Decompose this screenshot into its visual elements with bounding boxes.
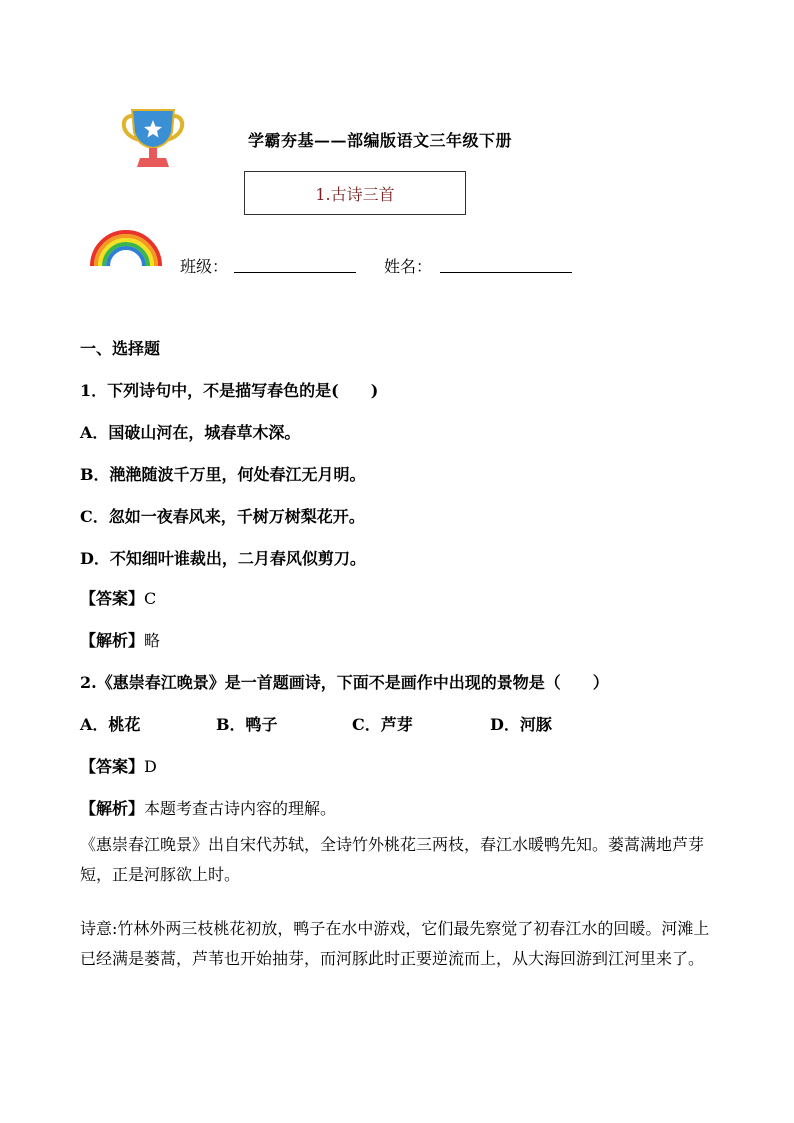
page-header-title: 学霸夯基——部编版语文三年级下册 xyxy=(248,131,513,150)
q2-option-d: D．河豚 xyxy=(490,715,552,734)
q1-option-c: C．忽如一夜春风来，千树万树梨花开。 xyxy=(80,507,365,526)
analysis-label: 【解析】 xyxy=(80,799,145,818)
rainbow-icon xyxy=(88,226,164,268)
trophy-icon xyxy=(118,106,188,170)
answer-value: D xyxy=(144,757,157,776)
lesson-title: 1.古诗三首 xyxy=(315,184,395,204)
q1-analysis xyxy=(80,628,160,651)
analysis-text: 略 xyxy=(144,631,161,650)
answer-label: 【答案】 xyxy=(80,589,145,608)
analysis-label: 【解析】 xyxy=(80,631,145,650)
q2-analysis-paragraph-2: 诗意:竹林外两三枝桃花初放，鸭子在水中游戏，它们最先察觉了初春江水的回暖。河滩上已经满是蒌蒿，芦苇也开始抽芽，而河豚此时正要逆流而上，从大海回游到江河里来了。 xyxy=(80,919,710,968)
q2-option-c: C．芦芽 xyxy=(352,715,413,734)
name-input[interactable] xyxy=(440,254,572,273)
answer-label: 【答案】 xyxy=(80,757,145,776)
q1-answer xyxy=(80,586,156,609)
q2-analysis xyxy=(80,796,336,819)
class-input[interactable] xyxy=(234,254,356,273)
section-title: 一、选择题 xyxy=(80,339,161,358)
lesson-title-box xyxy=(244,171,466,215)
q1-option-b: B．滟滟随波千万里，何处春江无月明。 xyxy=(80,465,366,484)
q1-option-a: A．国破山河在，城春草木深。 xyxy=(80,423,301,442)
analysis-text: 本题考查古诗内容的理解。 xyxy=(144,799,337,818)
name-label: 姓名： xyxy=(384,257,433,276)
answer-value: C xyxy=(144,589,157,608)
q2-option-a: A．桃花 xyxy=(80,715,141,734)
question-1-stem: 1．下列诗句中，不是描写春色的是( ) xyxy=(80,381,379,400)
class-label: 班级： xyxy=(180,257,229,276)
q1-option-d: D．不知细叶谁裁出，二月春风似剪刀。 xyxy=(80,549,366,568)
q2-analysis-paragraph-1: 《惠崇春江晚景》出自宋代苏轼，全诗竹外桃花三两枝，春江水暖鸭先知。蒌蒿满地芦芽短，正是河豚欲上时。 xyxy=(80,835,705,884)
q2-answer xyxy=(80,754,157,777)
question-2-stem: 2.《惠崇春江晚景》是一首题画诗，下面不是画作中出现的景物是（ ） xyxy=(80,673,609,692)
q2-option-b: B．鸭子 xyxy=(216,715,278,734)
